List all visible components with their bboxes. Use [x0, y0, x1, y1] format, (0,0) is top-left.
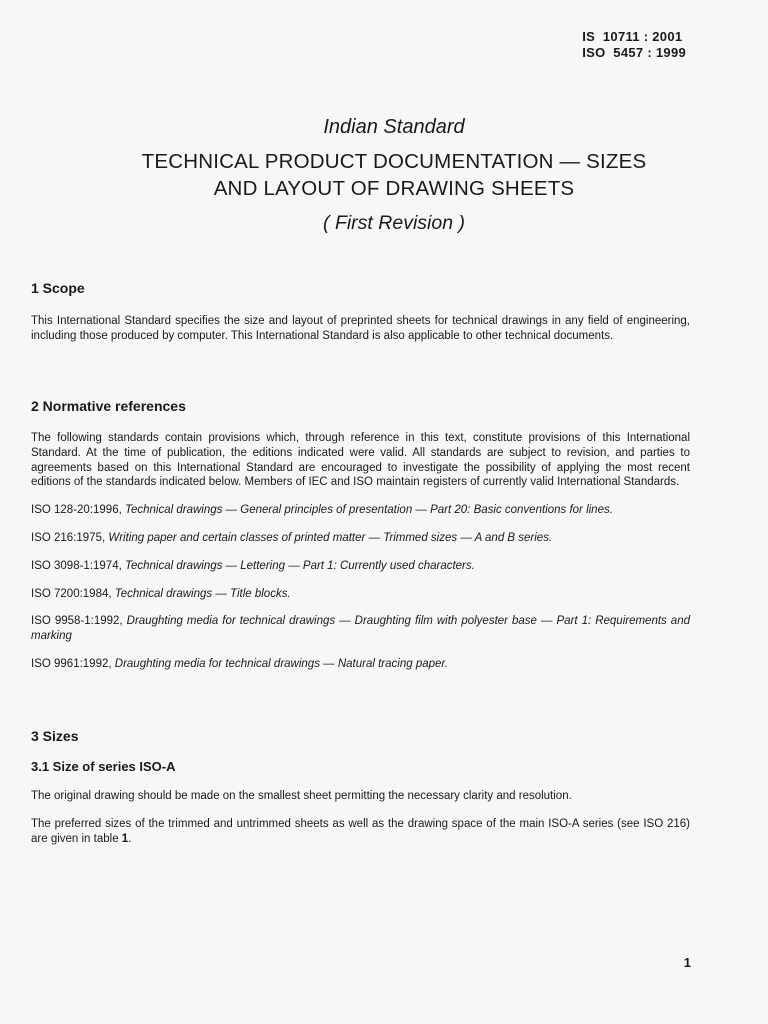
section-heading-scope: 1 Scope [31, 280, 85, 296]
section-scope [31, 279, 690, 344]
scope-paragraph: This International Standard specifies the size and layout of preprinted sheets for technical drawings in any field of engineering, including those produced by computer. This International Standard is also applicable to other technical documents. [31, 315, 690, 342]
reference-item [31, 559, 690, 574]
document-title-line-1: TECHNICAL PRODUCT DOCUMENTATION — SIZES [141, 150, 647, 173]
reference-code: ISO 7200:1984, [31, 587, 115, 600]
reference-title: Draughting media for technical drawings — Draughting film with polyester base — Part 1: Requirements and marking [31, 615, 690, 643]
standard-label: Indian Standard [323, 116, 465, 138]
reference-item [31, 614, 690, 644]
section-heading-sizes: 3 Sizes [31, 728, 79, 744]
reference-title: Technical drawings — Lettering — Part 1: Currently used characters. [124, 559, 475, 572]
is-number: IS 10711 : 2001 [582, 29, 683, 44]
document-title [40, 148, 748, 202]
title-block [40, 114, 748, 236]
reference-code: ISO 3098-1:1974, [31, 559, 125, 572]
revision-label: ( First Revision ) [323, 212, 465, 234]
reference-item [31, 657, 690, 672]
subsection-heading-iso-a: 3.1 Size of series ISO-A [31, 759, 176, 774]
sizes-paragraph-2 [31, 817, 690, 847]
sizes-paragraph-2-end: . [128, 832, 132, 845]
standard-number-block [582, 29, 686, 61]
sizes-paragraph-1: The original drawing should be made on the smallest sheet permitting the necessary clarity and resolution. [31, 790, 572, 802]
reference-title: Draughting media for technical drawings — Natural tracing paper. [114, 657, 449, 670]
document-title-line-2: AND LAYOUT OF DRAWING SHEETS [213, 177, 575, 200]
reference-code: ISO 216:1975, [31, 531, 109, 544]
page-number: 1 [683, 955, 691, 970]
normative-intro-paragraph: The following standards contain provisions which, through reference in this text, constitute provisions of this International Standard. At the time of publication, the editions indicated were valid. All standards are subject to revision, and parties to agreements based on this International Standard are encouraged to investigate the possibility of applying the most recent editions of the standards indicated below. Members of IEC and ISO maintain registers of currently valid International Standards. [31, 432, 690, 489]
reference-title: Technical drawings — Title blocks. [114, 587, 291, 600]
section-heading-normative: 2 Normative references [31, 398, 186, 414]
iso-number: ISO 5457 : 1999 [582, 45, 686, 60]
reference-item [31, 503, 690, 518]
reference-title: Technical drawings — General principles of presentation — Part 20: Basic conventions for lines. [124, 504, 613, 517]
reference-code: ISO 9961:1992, [31, 657, 115, 670]
reference-item [31, 587, 690, 602]
sizes-paragraph-2-text: The preferred sizes of the trimmed and untrimmed sheets as well as the drawing space of the main ISO-A series (see ISO 216) are given in table [31, 817, 690, 845]
reference-title: Writing paper and certain classes of printed matter — Trimmed sizes — A and B series. [108, 531, 553, 544]
reference-item [31, 531, 690, 546]
reference-code: ISO 9958-1:1992, [31, 615, 127, 628]
reference-code: ISO 128-20:1996, [31, 504, 125, 517]
table-reference: 1 [121, 832, 129, 845]
section-sizes [31, 727, 690, 846]
section-normative-references [31, 397, 690, 672]
